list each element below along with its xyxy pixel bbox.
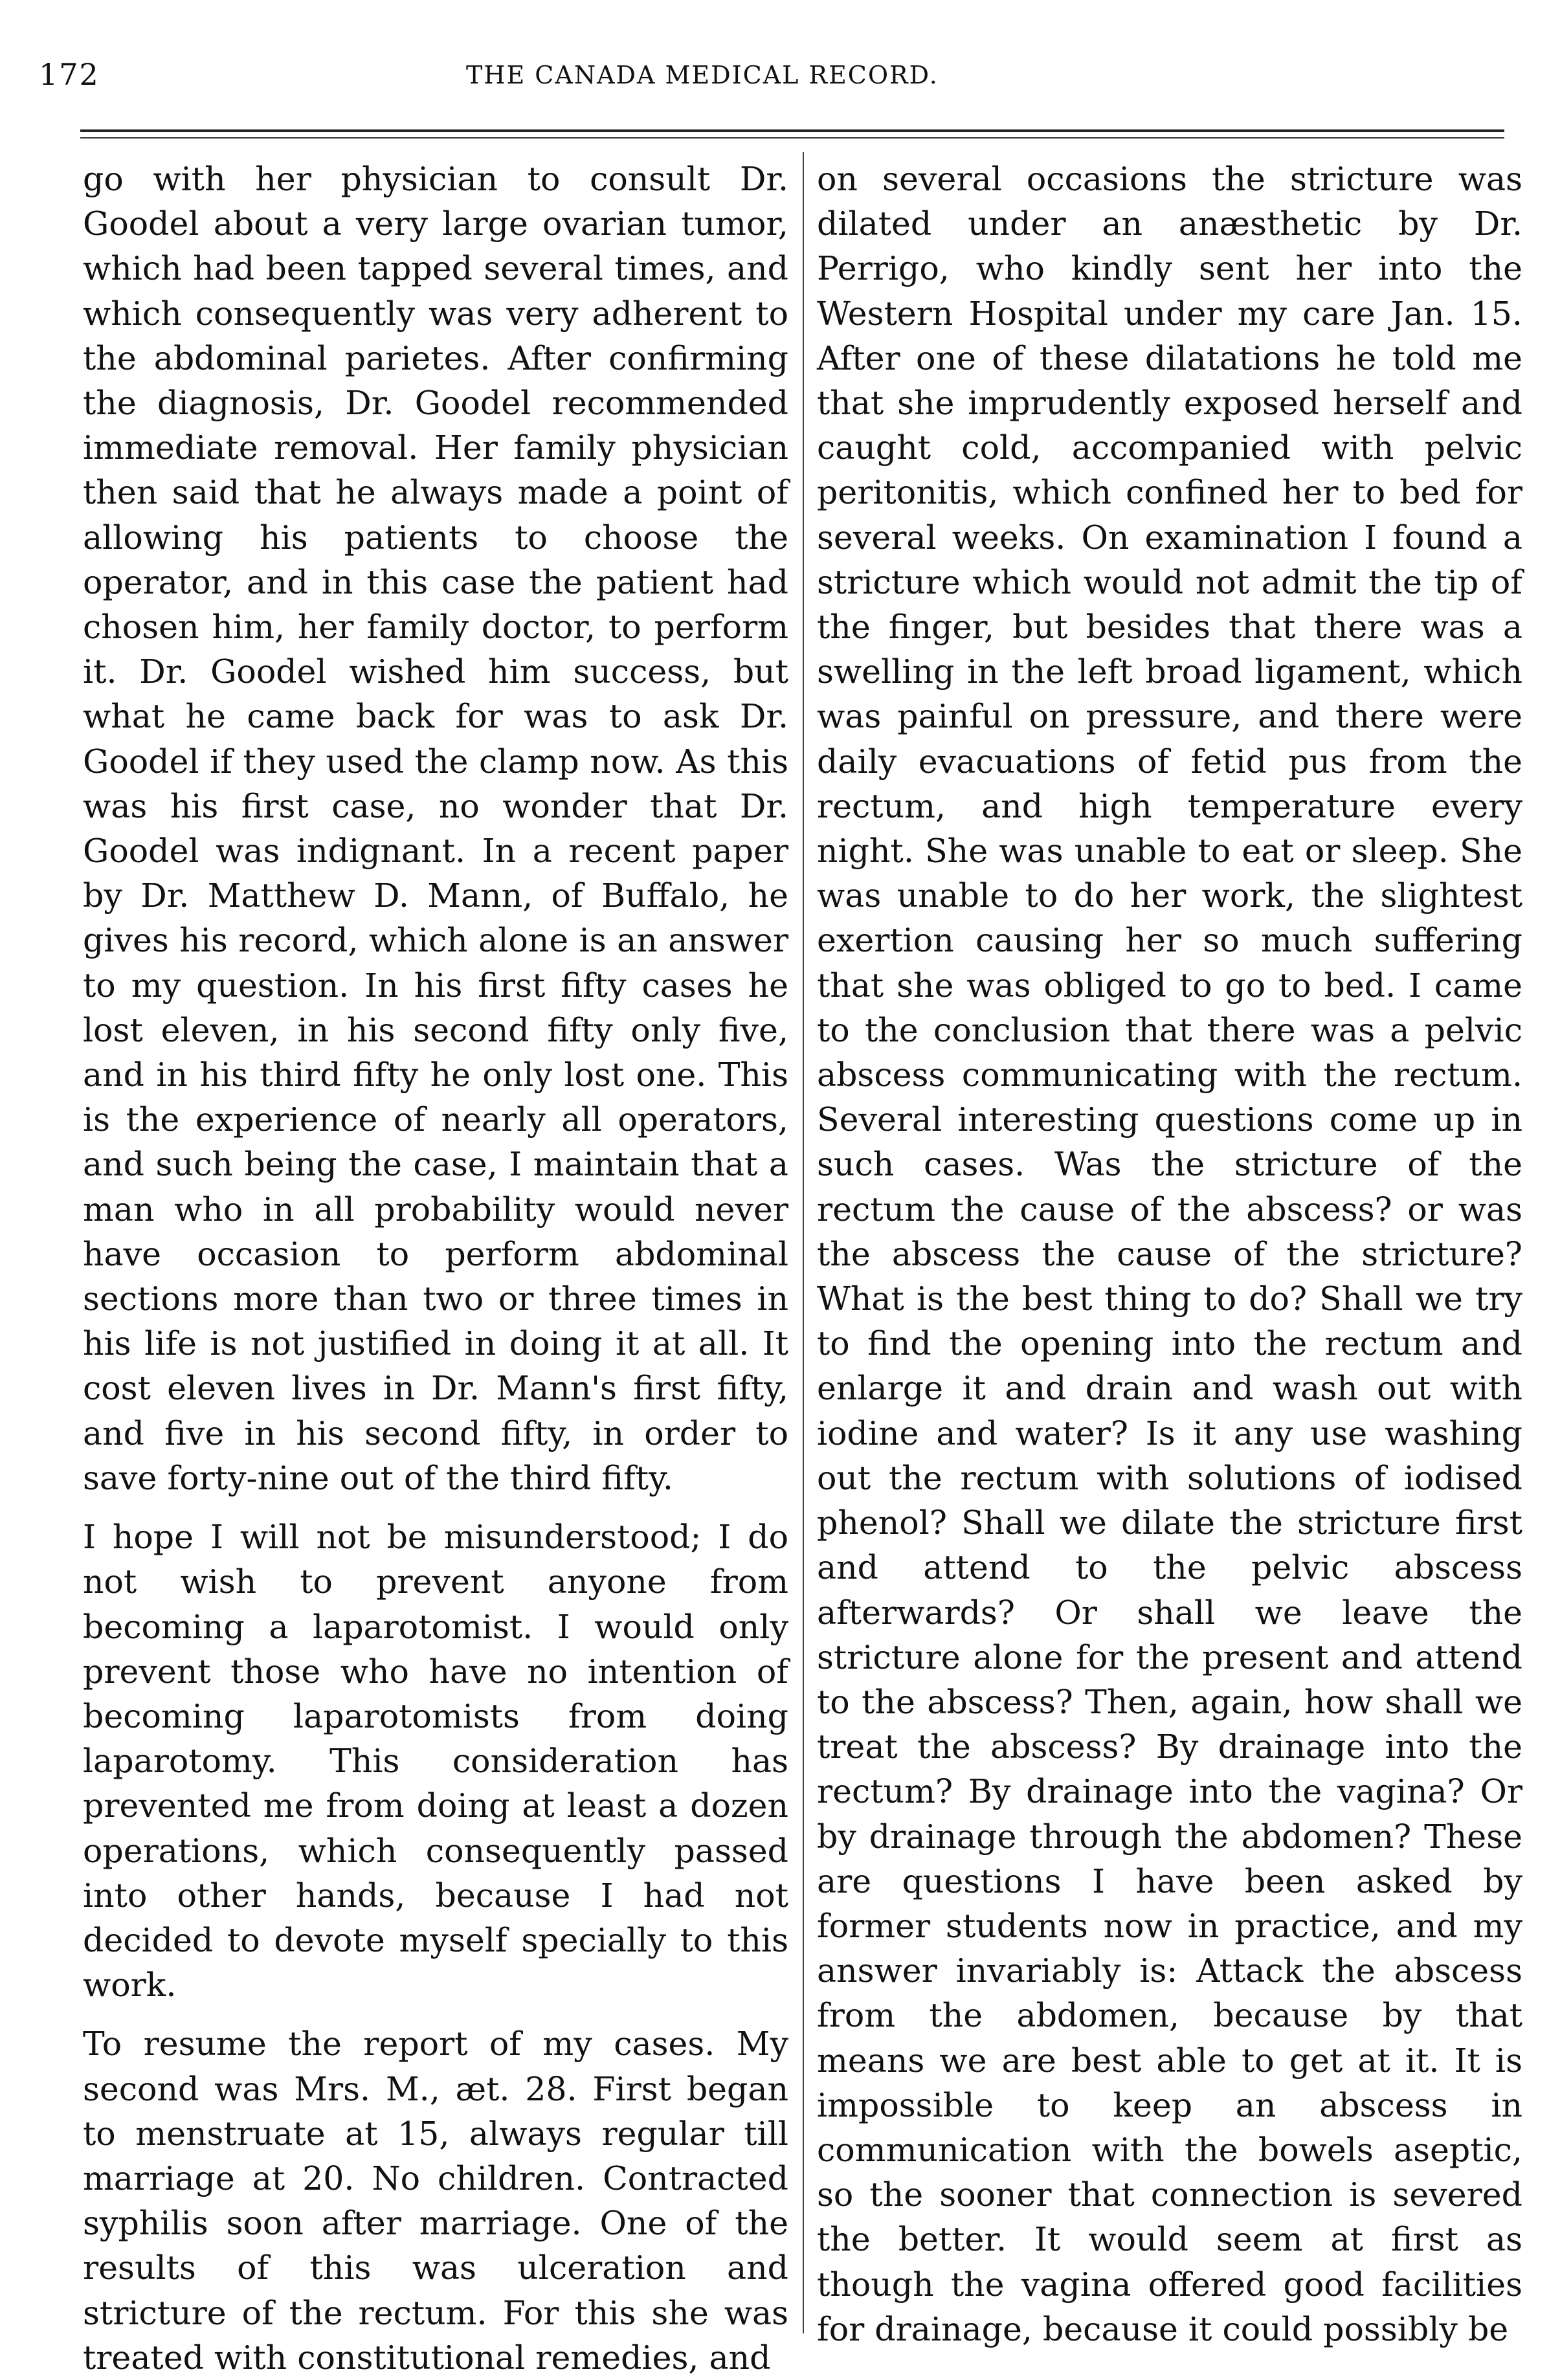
left-paragraph-2: I hope I will not be misunderstood; I do not wish to prevent anyone from becoming a laparotomist. I would only prevent those who have no intention of becoming laparotomists from doing laparotomy. This consideration has prevented me from doing at least a dozen operations, which consequently passed into other hands, because I had not decided to devote myself specially to this work. [83,1518,788,2005]
right-paragraph-1: on several occasions the stricture was dilated under an anæsthetic by Dr. Perrigo, who kindly sent her into the Western Hospital under my care Jan. 15. After one of these dilatations he told me that she imprudently exposed herself and caught cold, accompanied with pelvic peritonitis, which confined her to bed for several weeks. On examination I found a stricture which would not admit the tip of the finger, but besides that there was a swelling in the left broad ligament, which was painful on pressure, and there were daily evacuations of fetid pus from the rectum, and high temperature every night. She was unable to eat or sleep. She was unable to do her work, the slightest exertion causing her so much suffering that she was obliged to go to bed. I came to the conclusion that there was a pelvic abscess communicating with the rectum. Several interesting questions come up in such cases. Was the stricture of the rectum the cause of the abscess? or was the abscess the cause of the stricture? What is the best thing to do? Shall we try to find the opening into the rectum and enlarge it and drain and wash out with iodine and water? Is it any use washing out the rectum with solutions of iodised phenol? Shall we dilate the stricture first and attend to the pelvic abscess afterwards? Or shall we leave the stricture alone for the present and attend to the abscess? Then, again, how shall we treat the abscess? By drainage into the rectum? By drainage into the vagina? Or by drainage through the abdomen? These are questions I have been asked by former students now in practice, and my answer invariably is: Attack the abscess from the abdomen, because by that means we are best able to get at it. It is impossible to keep an abscess in communication with the bowels aseptic, so the sooner that connection is severed the better. It would seem at first as though the vagina offered good facilities for drainage, because it could possibly be [817,160,1522,2348]
header-rule-thin [80,137,1504,139]
page-number: 172 [39,57,100,92]
column-divider [803,152,804,2333]
page-header [0,57,1560,109]
left-paragraph-3: To resume the report of my cases. My second was Mrs. M., æt. 28. First began to menstruate at 15, always regular till marriage at 20. No children. Contracted syphilis soon after marriage. One of the results of this was ulceration and stricture of the rectum. For this she was treated with constitutional remedies, and [83,2025,788,2377]
running-title: THE CANADA MEDICAL RECORD. [466,61,939,89]
left-column [83,157,788,2380]
header-rule-thick [80,129,1504,132]
left-paragraph-1: go with her physician to consult Dr. Goodel about a very large ovarian tumor, which had been tapped several times, and which consequently was very adherent to the abdominal parietes. After confirming the diagnosis, Dr. Goodel recommended immediate removal. Her family physician then said that he always made a point of allowing his patients to choose the operator, and in this case the patient had chosen him, her family doctor, to perform it. Dr. Goodel wished him success, but what he came back for was to ask Dr. Goodel if they used the clamp now. As this was his first case, no wonder that Dr. Goodel was indignant. In a recent paper by Dr. Matthew D. Mann, of Buffalo, he gives his record, which alone is an answer to my question. In his first fifty cases he lost eleven, in his second fifty only five, and in his third fifty he only lost one. This is the experience of nearly all operators, and such being the case, I maintain that a man who in all probability would never have occasion to perform abdominal sections more than two or three times in his life is not justified in doing it at all. It cost eleven lives in Dr. Mann's first fifty, and five in his second fifty, in order to save forty-nine out of the third fifty. [83,160,788,1497]
right-column [817,157,1522,2352]
